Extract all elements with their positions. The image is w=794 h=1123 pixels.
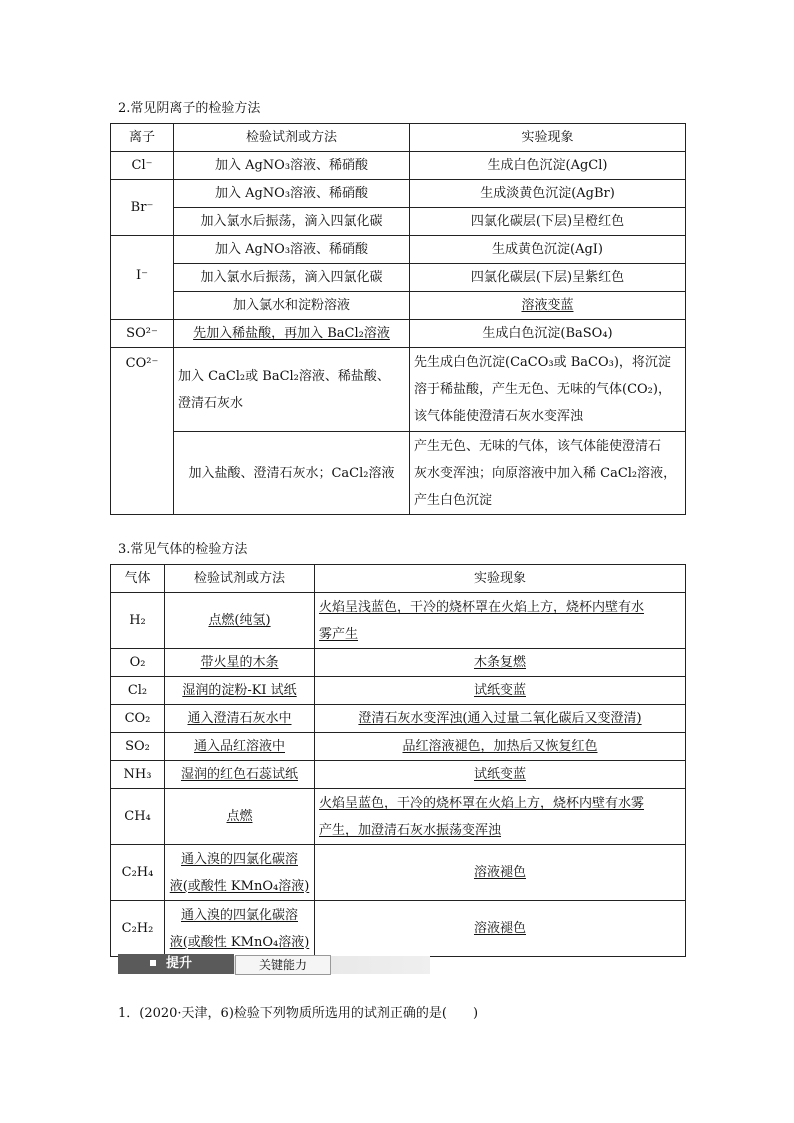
table-row-i (111, 236, 686, 264)
square-bullet-icon (150, 960, 156, 966)
phenomenon-cell: 生成黄色沉淀(AgI) (410, 236, 686, 264)
reagent-line: 点燃 (226, 809, 253, 824)
phenomenon-line: 该气体能使澄清石灰水变浑浊 (414, 409, 584, 424)
phenomenon-cell: 四氯化碳层(下层)呈紫红色 (410, 264, 686, 292)
phenomenon-cell (315, 901, 686, 957)
reagent-cell: 加入 AgNO₃溶液、稀硝酸 (174, 236, 410, 264)
reagent-cell (165, 705, 315, 733)
ion-cell: Cl⁻ (111, 152, 174, 180)
phenomenon-line: 火焰呈浅蓝色，干冷的烧杯罩在火焰上方，烧杯内壁有水 (319, 599, 645, 615)
phenomenon-line: 产生白色沉淀 (414, 492, 493, 508)
header-reagent: 检验试剂或方法 (165, 565, 315, 593)
anion-table (110, 123, 686, 515)
reagent-cell (165, 733, 315, 761)
phenomenon-line: 溶液褪色 (473, 865, 526, 880)
reagent-line: 带火星的木条 (200, 655, 279, 670)
phenomenon-line: 雾产生 (319, 626, 359, 642)
ion-cell: Br⁻ (111, 180, 174, 236)
reagent-cell (174, 432, 410, 515)
table-row (111, 677, 686, 705)
ion-cell: SO²⁻ (111, 320, 174, 348)
phenomenon-cell (315, 789, 686, 845)
reagent-cell: 加入 AgNO₃溶液、稀硝酸 (174, 152, 410, 180)
phenomenon-line: 澄清石灰水变浑浊(通入过量二氧化碳后又变澄清) (358, 711, 642, 726)
reagent-line: 加入盐酸、澄清石灰水；CaCl₂溶液 (188, 465, 395, 481)
table-row-so4 (111, 320, 686, 348)
ion-label: I⁻ (136, 268, 148, 283)
table-row-co3 (111, 432, 686, 515)
ion-cell (111, 348, 174, 515)
phenomenon-cell (410, 348, 686, 432)
phenomenon-cell: 生成淡黄色沉淀(AgBr) (410, 180, 686, 208)
phenomenon-cell (315, 593, 686, 649)
phenomenon-cell (315, 649, 686, 677)
reagent-cell: 加入氯水后振荡，滴入四氯化碳 (174, 264, 410, 292)
header-phenomenon: 实验现象 (315, 565, 686, 593)
table-row-br (111, 208, 686, 236)
header-ion: 离子 (111, 124, 174, 152)
reagent-line: 澄清石灰水 (178, 395, 244, 411)
table-row-co3 (111, 348, 686, 432)
reagent-cell (165, 789, 315, 845)
gas-cell: C₂H₄ (111, 845, 165, 901)
gas-cell: H₂ (111, 593, 165, 649)
table-row (111, 901, 686, 957)
reagent-line: 通入溴的四氯化碳溶 (180, 851, 298, 867)
anion-section-title: 2.常见阴离子的检验方法 (118, 101, 261, 116)
reagent-cell (165, 901, 315, 957)
gas-section-title: 3.常见气体的检验方法 (118, 542, 248, 557)
phenomenon-cell (315, 705, 686, 733)
reagent-line: 液(或酸性 KMnO₄溶液) (169, 934, 310, 950)
table-row-br (111, 180, 686, 208)
table-header-row (111, 124, 686, 152)
reagent-cell (165, 593, 315, 649)
phenomenon-cell (410, 432, 686, 515)
phenomenon-line: 试纸变蓝 (473, 683, 526, 698)
reagent-cell: 加入氯水后振荡，滴入四氯化碳 (174, 208, 410, 236)
phenomenon-line: 木条复燃 (473, 655, 526, 670)
phenomenon-cell: 生成白色沉淀(BaSO₄) (410, 320, 686, 348)
banner-tag (118, 954, 234, 974)
phenomenon-line: 火焰呈蓝色，干冷的烧杯罩在火焰上方，烧杯内壁有水雾 (319, 795, 645, 811)
phenomenon-cell (315, 845, 686, 901)
phenomenon-line: 溶于稀盐酸，产生无色、无味的气体(CO₂)， (414, 382, 671, 397)
gas-cell: O₂ (111, 649, 165, 677)
reagent-cell (165, 845, 315, 901)
banner-tag-text: 提升 (166, 956, 193, 971)
table-row-i (111, 292, 686, 320)
reagent-cell (174, 320, 410, 348)
phenomenon-line: 产生无色、无味的气体，该气体能使澄清石 (414, 438, 662, 454)
header-gas: 气体 (111, 565, 165, 593)
reagent-line: 点燃(纯氢) (208, 613, 271, 628)
gas-cell: NH₃ (111, 761, 165, 789)
ion-cell (111, 236, 174, 320)
phenomenon-line: 溶液褪色 (473, 921, 526, 936)
reagent-line: 通入溴的四氯化碳溶 (180, 907, 298, 923)
phenomenon-cell: 四氯化碳层(下层)呈橙红色 (410, 208, 686, 236)
reagent-cell: 加入氯水和淀粉溶液 (174, 292, 410, 320)
header-reagent: 检验试剂或方法 (174, 124, 410, 152)
reagent-cell (165, 761, 315, 789)
phenomenon-line: 灰水变浑浊；向原溶液中加入稀 CaCl₂溶液， (414, 465, 677, 481)
gas-table (110, 564, 686, 957)
question-1: 1．(2020·天津，6)检验下列物质所选用的试剂正确的是( ) (118, 1006, 479, 1021)
table-row (111, 789, 686, 845)
table-row (111, 733, 686, 761)
table-row (111, 593, 686, 649)
reagent-line: 液(或酸性 KMnO₄溶液) (169, 878, 310, 894)
gas-cell: C₂H₂ (111, 901, 165, 957)
phenomenon-cell: 生成白色沉淀(AgCl) (410, 152, 686, 180)
reagent-line: 湿润的红色石蕊试纸 (180, 767, 298, 782)
table-row-i (111, 264, 686, 292)
phenomenon-cell (315, 733, 686, 761)
table-row (111, 761, 686, 789)
reagent-line: 通入澄清石灰水中 (187, 711, 292, 726)
phenomenon-line: 品红溶液褪色，加热后又恢复红色 (402, 739, 598, 754)
phenomenon-cell (315, 761, 686, 789)
phenomenon-cell (410, 292, 686, 320)
table-row (111, 649, 686, 677)
header-phenomenon: 实验现象 (410, 124, 686, 152)
reagent-cell (174, 348, 410, 432)
phenomenon-line: 试纸变蓝 (473, 767, 526, 782)
table-header-row (111, 565, 686, 593)
gas-cell: CO₂ (111, 705, 165, 733)
phenomenon-cell (315, 677, 686, 705)
reagent-line: 加入 CaCl₂或 BaCl₂溶液、稀盐酸、 (178, 368, 390, 384)
banner-label: 关键能力 (235, 955, 331, 975)
gas-cell: CH₄ (111, 789, 165, 845)
reagent-line: 通入品红溶液中 (193, 739, 285, 754)
table-row (111, 705, 686, 733)
table-row-cl (111, 152, 686, 180)
table-row (111, 845, 686, 901)
reagent-line: 湿润的淀粉-KI 试纸 (182, 683, 297, 698)
phenomenon-line: 先生成白色沉淀(CaCO₃或 BaCO₃)，将沉淀 (414, 355, 671, 370)
gas-table-body (111, 593, 686, 957)
section-banner (118, 954, 430, 976)
reagent-cell (165, 649, 315, 677)
phenomenon-line: 产生，加澄清石灰水振荡变浑浊 (319, 822, 502, 838)
gas-cell: SO₂ (111, 733, 165, 761)
gas-cell: Cl₂ (111, 677, 165, 705)
answer-text: 先加入稀盐酸，再加入 BaCl₂溶液 (193, 326, 390, 341)
reagent-cell: 加入 AgNO₃溶液、稀硝酸 (174, 180, 410, 208)
reagent-cell (165, 677, 315, 705)
answer-text: 溶液变蓝 (521, 298, 574, 313)
ion-label: CO²⁻ (125, 356, 159, 371)
